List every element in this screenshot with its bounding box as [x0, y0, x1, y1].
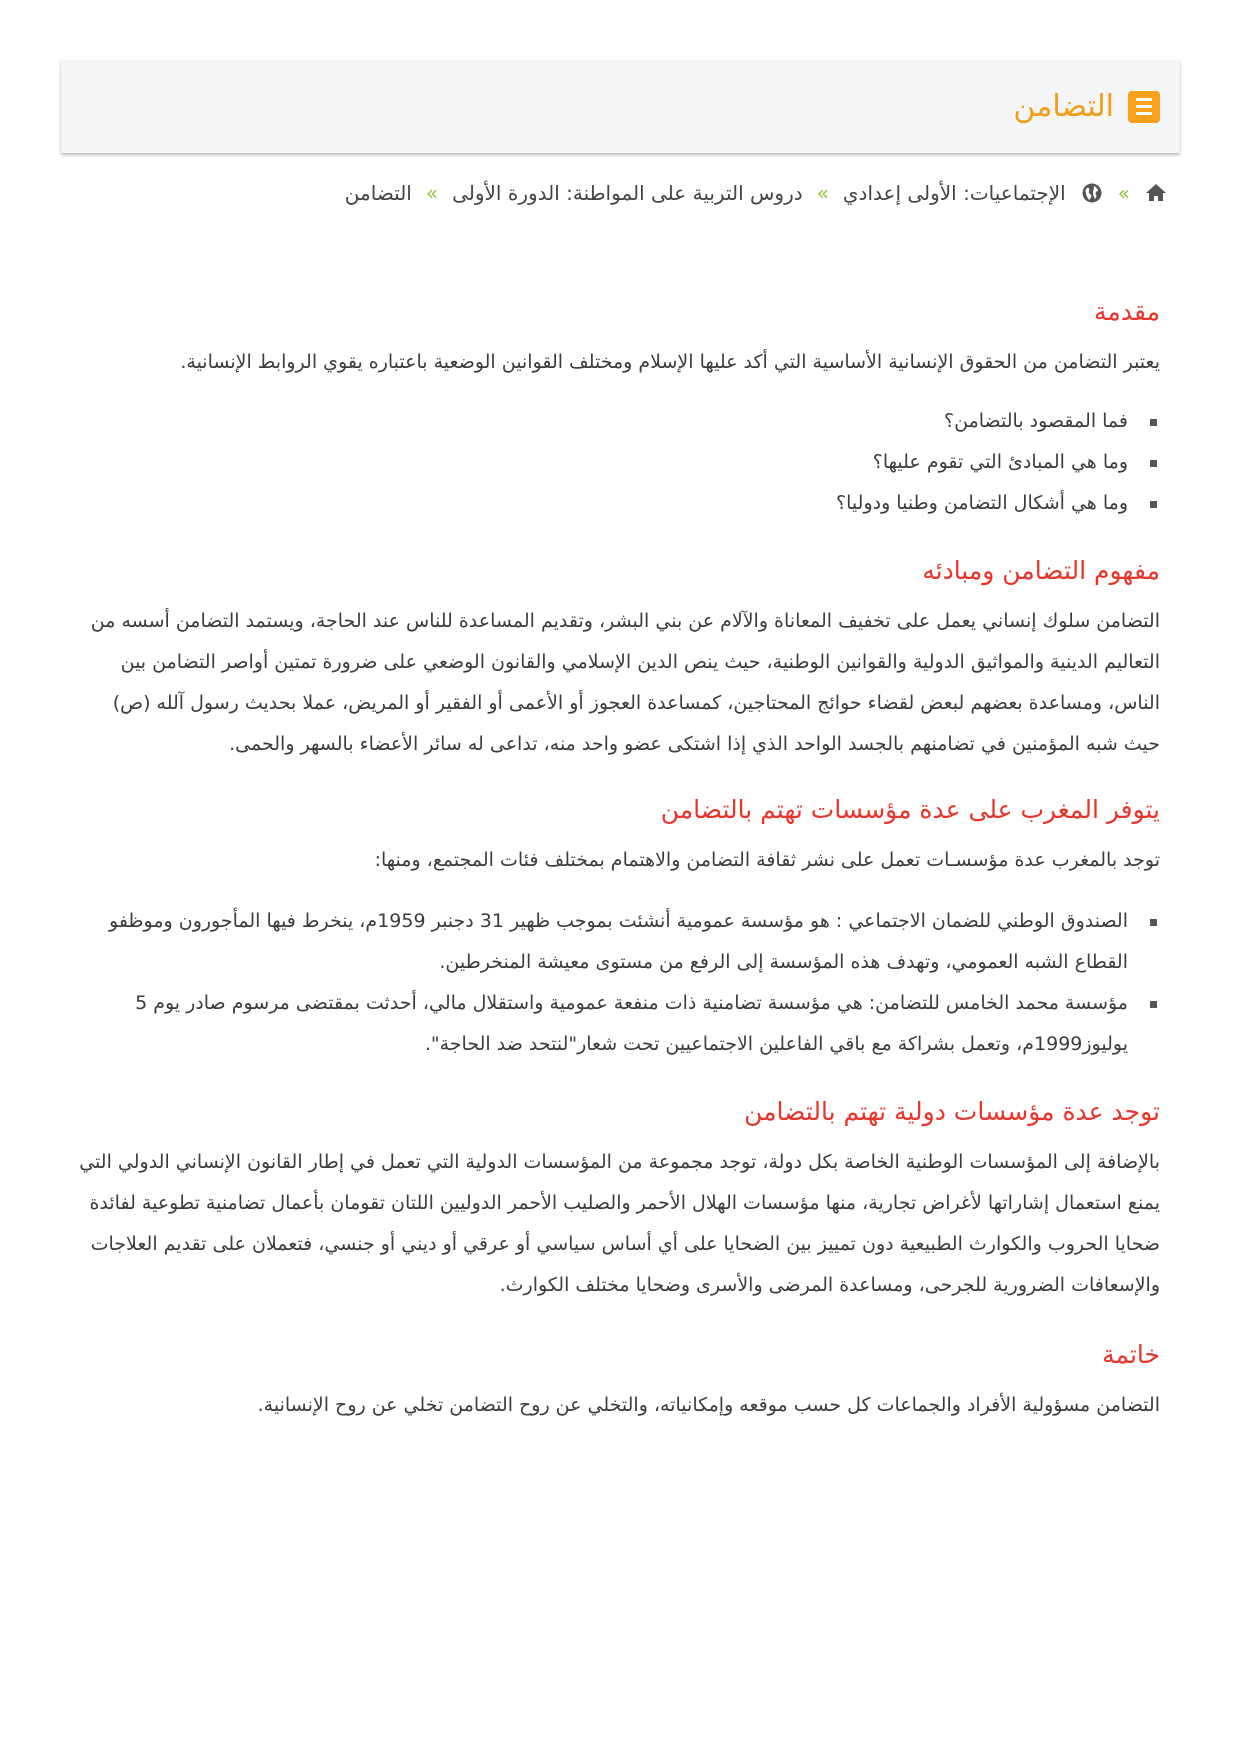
breadcrumb-separator: » — [1117, 181, 1130, 205]
home-icon[interactable] — [1144, 181, 1168, 205]
title-bar — [61, 60, 1180, 153]
intro-questions-list — [73, 401, 1160, 524]
section-heading-international: توجد عدة مؤسسات دولية تهتم بالتضامن — [744, 1097, 1160, 1126]
morocco-institutions-list — [73, 901, 1160, 1065]
breadcrumb-link-level[interactable]: الإجتماعيات: الأولى إعدادي — [842, 181, 1066, 205]
section-heading-morocco: يتوفر المغرب على عدة مؤسسات تهتم بالتضامن — [660, 795, 1160, 824]
page-title: التضامن — [1013, 89, 1114, 124]
globe-icon — [1080, 181, 1104, 205]
article-content — [61, 297, 1180, 1426]
list-item: الصندوق الوطني للضمان الاجتماعي : هو مؤسسة عمومية أنشئت بموجب ظهير 31 دجنبر 1959م، ينخرط فيها المأجورون وموظفو القطاع الشبه العمومي، وتهدف هذه المؤسسة إلى الرفع من مستوى معيشة المنخرطين. — [73, 901, 1160, 983]
conclusion-paragraph: التضامن مسؤولية الأفراد والجماعات كل حسب موقعه وإمكانياته، والتخلي عن روح التضامن تخلي عن روح الإنسانية. — [257, 1394, 1160, 1416]
international-paragraph: بالإضافة إلى المؤسسات الوطنية الخاصة بكل دولة، توجد مجموعة من المؤسسات الدولية التي تعمل في إطار القانون الإنساني الدولي التي يمنع استعمال إشاراتها لأغراض تجارية، منها مؤسسات الهلال الأحمر والصليب الأحمر الدوليين اللتان تقومان بأعمال تضامنية تطوعية لفائدة ضحايا الحروب والكوارث الطبيعية دون تمييز بين الضحايا على أي أساس سياسي أو عرقي أو ديني أو جنسي، فتعملان على تقديم العلاجات والإسعافات الضرورية للجرحى، ومساعدة المرضى والأسرى وضحايا مختلف الكوارث. — [79, 1151, 1160, 1296]
list-item: وما هي أشكال التضامن وطنيا ودوليا؟ — [73, 483, 1160, 524]
document-icon — [1128, 91, 1160, 123]
section-heading-conclusion: خاتمة — [1102, 1340, 1160, 1369]
list-item: مؤسسة محمد الخامس للتضامن: هي مؤسسة تضامنية ذات منفعة عمومية واستقلال مالي، أحدثت بمقتضى مرسوم صادر يوم 5 يوليوز1999م، وتعمل بشراكة مع باقي الفاعلين الاجتماعيين تحت شعار"لنتحد ضد الحاجة". — [73, 983, 1160, 1065]
morocco-paragraph: توجد بالمغرب عدة مؤسسـات تعمل على نشر ثقافة التضامن والاهتمام بمختلف فئات المجتمع، ومنها: — [374, 849, 1160, 871]
page — [61, 60, 1180, 1426]
breadcrumb-link-lessons[interactable]: دروس التربية على المواطنة: الدورة الأولى — [452, 181, 803, 205]
list-item: وما هي المبادئ التي تقوم عليها؟ — [73, 442, 1160, 483]
section-heading-concept: مفهوم التضامن ومبادئه — [922, 556, 1160, 585]
section-heading-intro: مقدمة — [1094, 297, 1160, 326]
breadcrumb-separator: » — [816, 181, 829, 205]
concept-paragraph: التضامن سلوك إنساني يعمل على تخفيف المعاناة والآلام عن بني البشر، وتقديم المساعدة للناس عند الحاجة، ويستمد التضامن أسسه من التعاليم الدينية والمواثيق الدولية والقوانين الوطنية، حيث ينص الدين الإسلامي والقانون الوضعي على ضرورة تمتين أواصر التضامن بين الناس، ومساعدة بعضهم لبعض لقضاء حوائج المحتاجين، كمساعدة العجوز أو الأعمى أو الفقير أو المريض، عملا بحديث رسول آلله (ص) حيث شبه المؤمنين في تضامنهم بالجسد الواحد الذي إذا اشتكى عضو واحد منه، تداعى له سائر الأعضاء بالسهر والحمى. — [90, 610, 1160, 755]
breadcrumb-current: التضامن — [344, 181, 412, 205]
intro-paragraph: يعتبر التضامن من الحقوق الإنسانية الأساسية التي أكد عليها الإسلام ومختلف القوانين الوضعية باعتباره يقوي الروابط الإنسانية. — [180, 351, 1160, 373]
list-item: فما المقصود بالتضامن؟ — [73, 401, 1160, 442]
breadcrumb — [61, 175, 1180, 211]
breadcrumb-separator: » — [425, 181, 439, 205]
